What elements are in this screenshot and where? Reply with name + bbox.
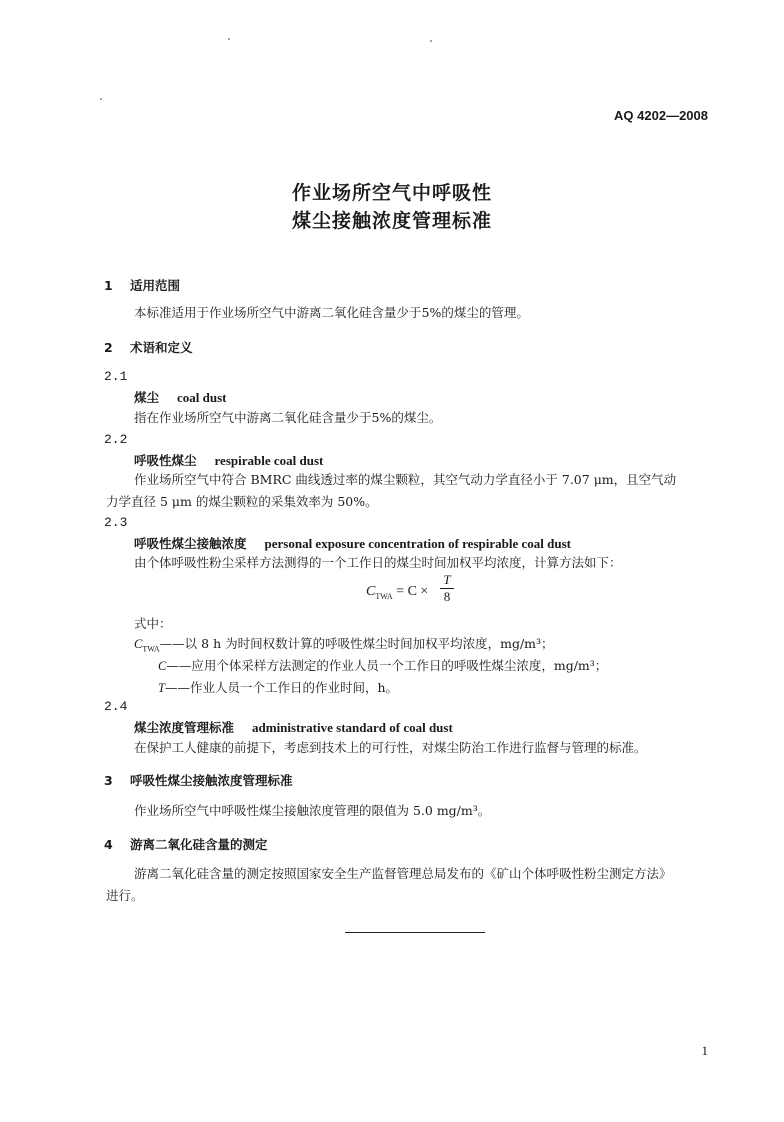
end-rule <box>345 932 485 933</box>
section-2-heading <box>104 338 193 356</box>
clause-2-4-number: 2.4 <box>104 699 128 714</box>
term-respirable-coal-dust <box>134 451 323 469</box>
term-en: coal dust <box>177 390 227 405</box>
term-en: personal exposure concentration of respirable coal dust <box>264 536 571 551</box>
section-number: 3 <box>104 773 113 788</box>
variable-description: ——以 8 h 为时间权数计算的呼吸性煤尘时间加权平均浓度，mg/m³； <box>159 636 554 651</box>
scan-speck <box>100 98 102 100</box>
fraction-denominator: 8 <box>443 589 451 604</box>
term-definition: 在保护工人健康的前提下，考虑到技术上的可行性，对煤尘防治工作进行监督与管理的标准。 <box>134 740 647 755</box>
variable-symbol: T <box>158 681 165 695</box>
term-zh: 煤尘浓度管理标准 <box>134 720 235 735</box>
section-4-body-line-2: 进行。 <box>106 888 144 903</box>
section-1-heading <box>104 276 180 294</box>
variable-symbol: C <box>158 659 167 673</box>
section-3-heading <box>104 771 293 789</box>
clause-2-3-number: 2.3 <box>104 515 128 530</box>
section-number: 4 <box>104 837 113 852</box>
variable-symbol: $C_{TWA}$ <box>134 637 160 654</box>
term-en: respirable coal dust <box>214 453 324 468</box>
section-number: 2 <box>104 340 113 355</box>
term-coal-dust <box>134 388 227 406</box>
term-en: administrative standard of coal dust <box>252 720 453 735</box>
term-definition-line-2: 力学直径 5 μm 的煤尘颗粒的采集效率为 50%。 <box>106 494 378 509</box>
clause-2-2-number: 2.2 <box>104 432 128 447</box>
formula-fraction <box>440 572 454 605</box>
section-title: 游离二氧化硅含量的测定 <box>130 837 268 852</box>
term-administrative-standard <box>134 718 453 736</box>
section-1-body: 本标准适用于作业场所空气中游离二氧化硅含量少于5%的煤尘的管理。 <box>134 305 529 320</box>
term-definition: 指在作业场所空气中游离二氧化硅含量少于5%的煤尘。 <box>134 410 442 425</box>
section-title: 术语和定义 <box>130 340 193 355</box>
term-zh: 呼吸性煤尘 <box>134 453 197 468</box>
clause-2-1-number: 2.1 <box>104 369 128 384</box>
variable-ctwa-definition <box>134 634 554 654</box>
term-definition: 由个体呼吸性粉尘采样方法测得的一个工作日的煤尘时间加权平均浓度，计算方法如下： <box>134 555 622 570</box>
section-4-heading <box>104 835 268 853</box>
section-4-body-line-1: 游离二氧化硅含量的测定按照国家安全生产监督管理总局发布的《矿山个体呼吸性粉尘测定方法》 <box>134 866 672 881</box>
fraction-numerator: T <box>440 572 454 589</box>
term-definition-line-1: 作业场所空气中符合 BMRC 曲线透过率的煤尘颗粒，其空气动力学直径小于 7.07 μm，且空气动 <box>134 472 677 487</box>
formula-expression: $C_{TWA} = C$ × <box>366 584 429 601</box>
variable-description: ——应用个体采样方法测定的作业人员一个工作日的呼吸性煤尘浓度，mg/m³； <box>166 658 608 673</box>
variable-description: ——作业人员一个工作日的作业时间，h。 <box>164 680 399 695</box>
twa-formula <box>0 570 784 610</box>
scan-speck <box>430 40 432 42</box>
variable-c-definition <box>158 656 607 674</box>
section-number: 1 <box>104 278 113 293</box>
term-zh: 煤尘 <box>134 390 160 405</box>
section-3-body: 作业场所空气中呼吸性煤尘接触浓度管理的限值为 5.0 mg/m³。 <box>134 803 491 818</box>
where-label: 式中： <box>134 616 172 631</box>
section-title: 适用范围 <box>130 278 181 293</box>
variable-t-definition <box>158 678 398 696</box>
document-title-line-2: 煤尘接触浓度管理标准 <box>291 210 492 232</box>
document-number: AQ 4202—2008 <box>614 108 708 123</box>
term-personal-exposure-concentration <box>134 534 571 552</box>
page-number: 1 <box>701 1043 708 1058</box>
section-title: 呼吸性煤尘接触浓度管理标准 <box>130 773 293 788</box>
scan-speck <box>228 38 230 40</box>
document-title-line-1: 作业场所空气中呼吸性 <box>291 182 492 204</box>
term-zh: 呼吸性煤尘接触浓度 <box>134 536 247 551</box>
